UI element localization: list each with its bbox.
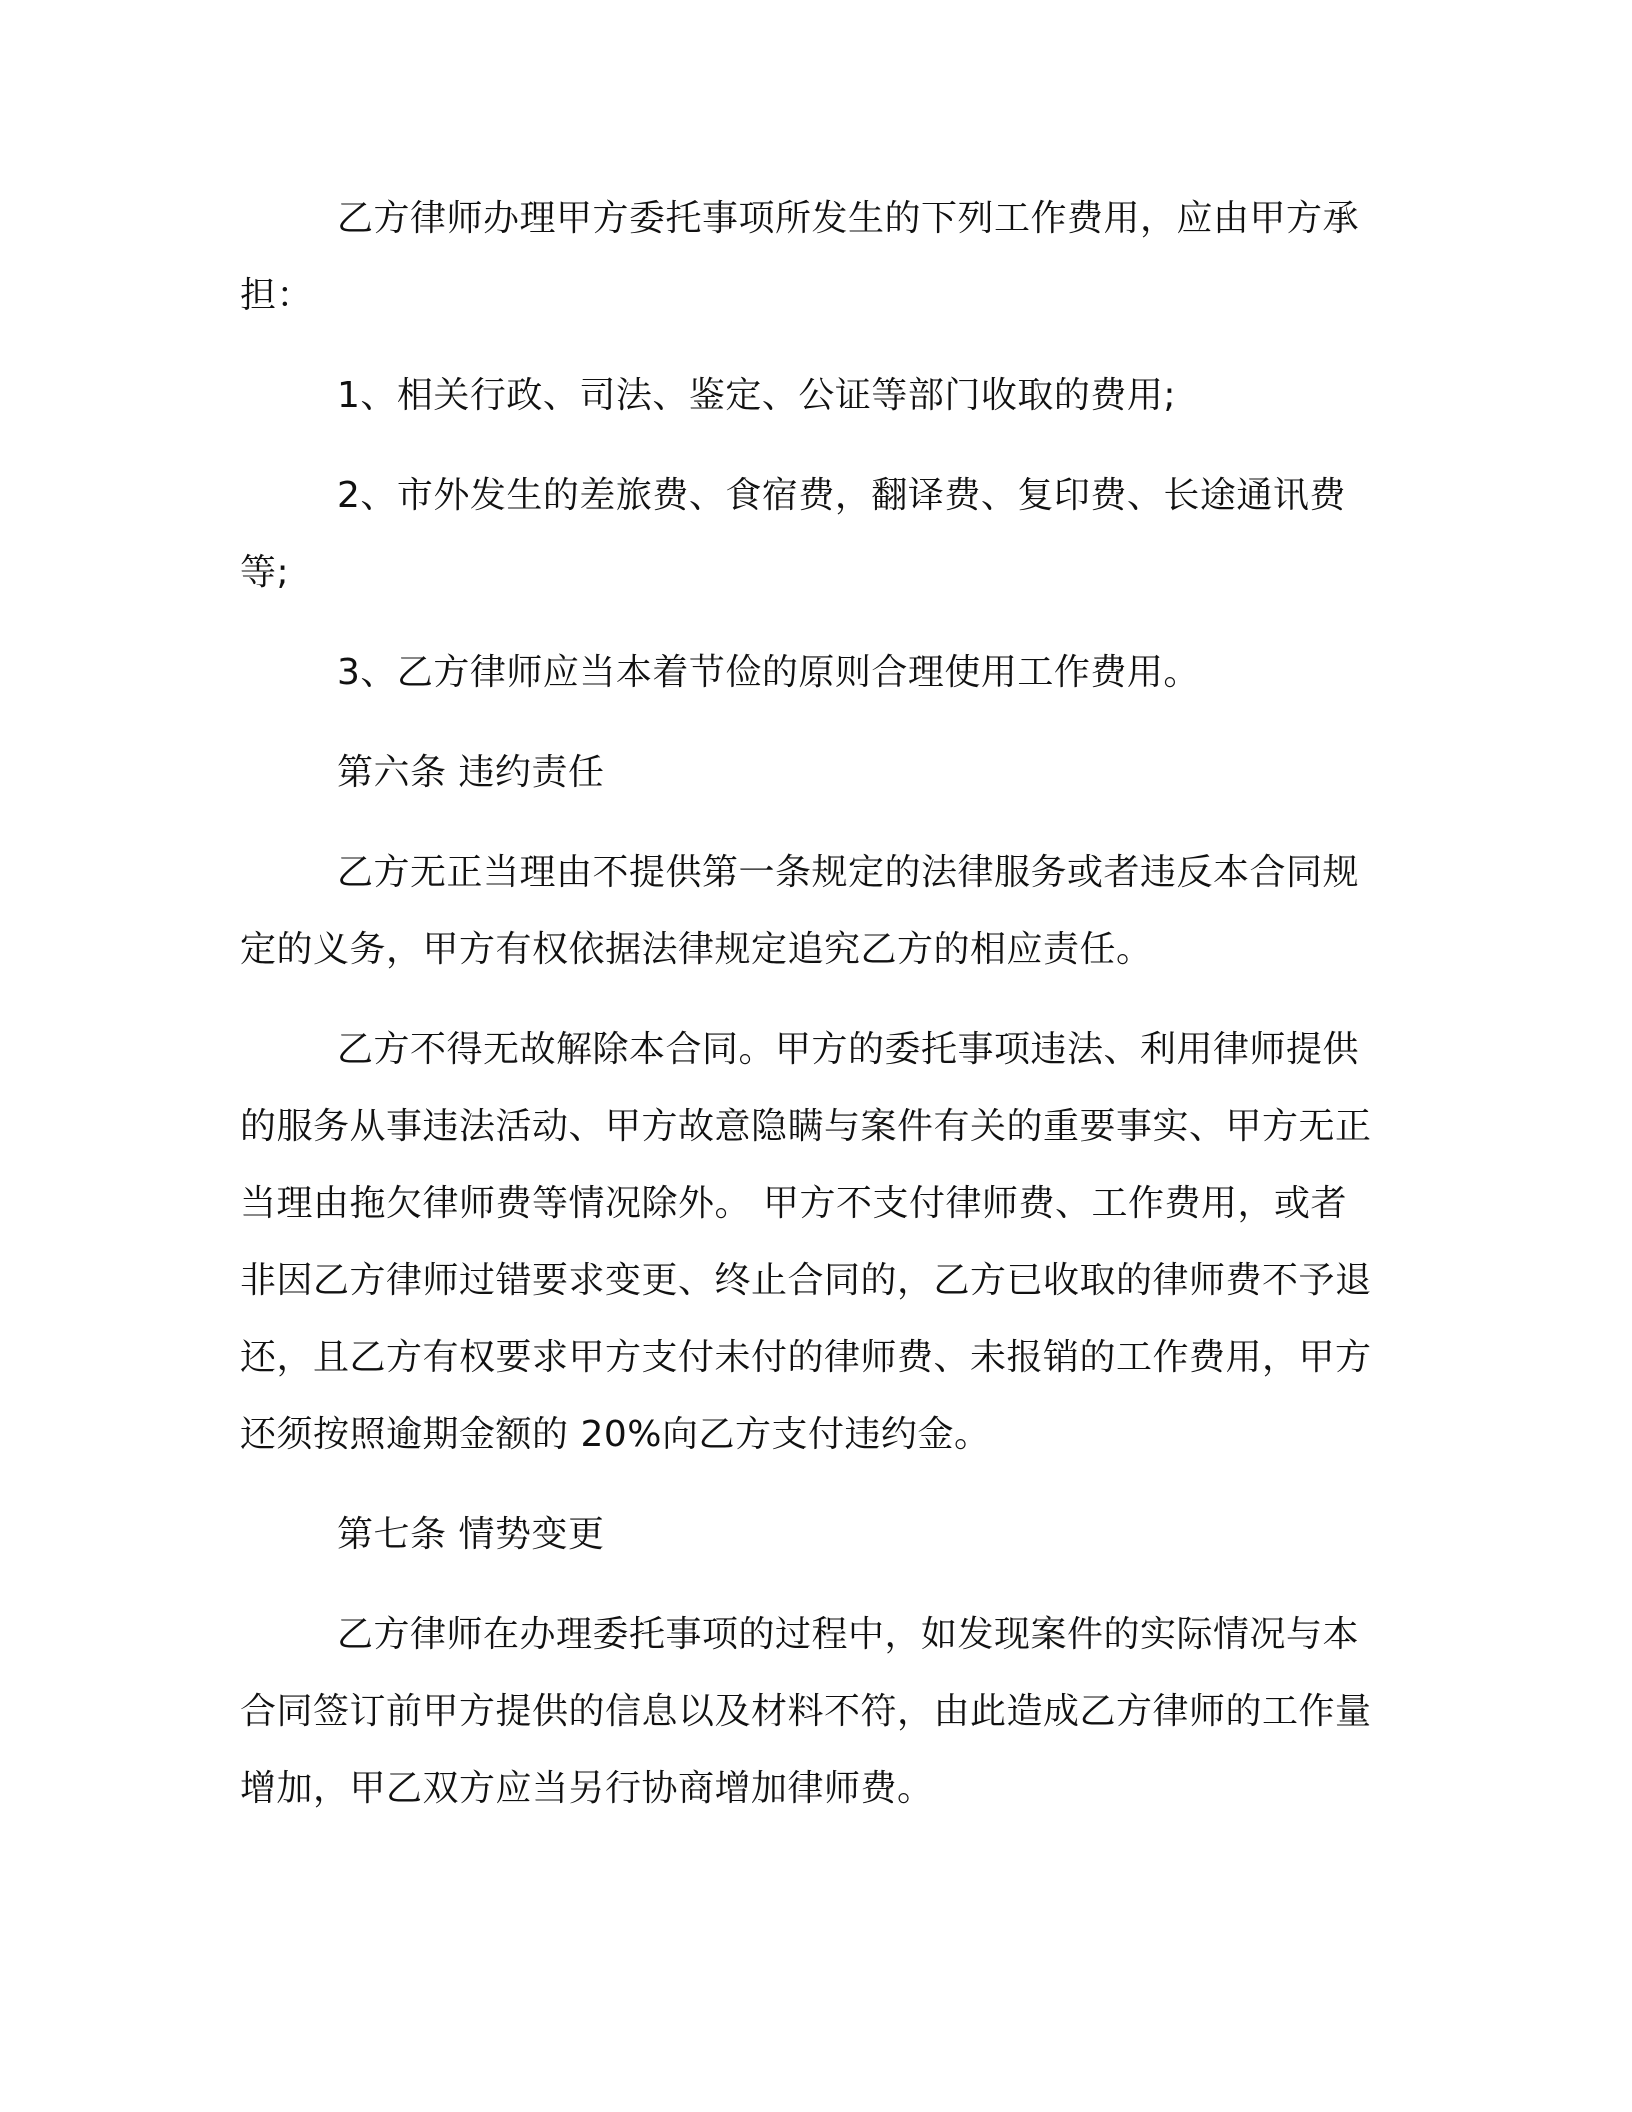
section-heading-article-6: 第六条 违约责任 xyxy=(337,752,605,793)
paragraph-expenses-intro: 乙方律师办理甲方委托事项所发生的下列工作费用，应由甲方承担： xyxy=(240,198,1360,316)
paragraph-termination: 乙方不得无故解除本合同。甲方的委托事项违法、利用律师提供的服务从事违法活动、甲方故意隐瞒与案件有关的重要事实、甲方无正当理由拖欠律师费等情况除外。 甲方不支付律师费、工作费用，或者非因乙方律师过错要求变更、终止合同的，乙方已收取的律师费不予退还，且乙方有权要求甲方支付未付的律师费、未报销的工作费用，甲方还须按照逾期金额的 20%向乙方支付违约金。 xyxy=(240,1029,1372,1455)
paragraph-breach-party-b: 乙方无正当理由不提供第一条规定的法律服务或者违反本合同规定的义务，甲方有权依据法律规定追究乙方的相应责任。 xyxy=(240,852,1360,970)
paragraph-expense-item-2: 2、市外发生的差旅费、食宿费，翻译费、复印费、长途通讯费等; xyxy=(240,475,1346,593)
document-body xyxy=(240,180,1380,1827)
paragraph-change-of-circumstances: 乙方律师在办理委托事项的过程中，如发现案件的实际情况与本合同签订前甲方提供的信息以及材料不符，由此造成乙方律师的工作量增加，甲乙双方应当另行协商增加律师费。 xyxy=(240,1614,1372,1809)
section-heading-article-7: 第七条 情势变更 xyxy=(337,1514,605,1555)
paragraph-expense-item-3: 3、乙方律师应当本着节俭的原则合理使用工作费用。 xyxy=(337,652,1200,693)
paragraph-expense-item-1: 1、相关行政、司法、鉴定、公证等部门收取的费用; xyxy=(337,375,1177,416)
